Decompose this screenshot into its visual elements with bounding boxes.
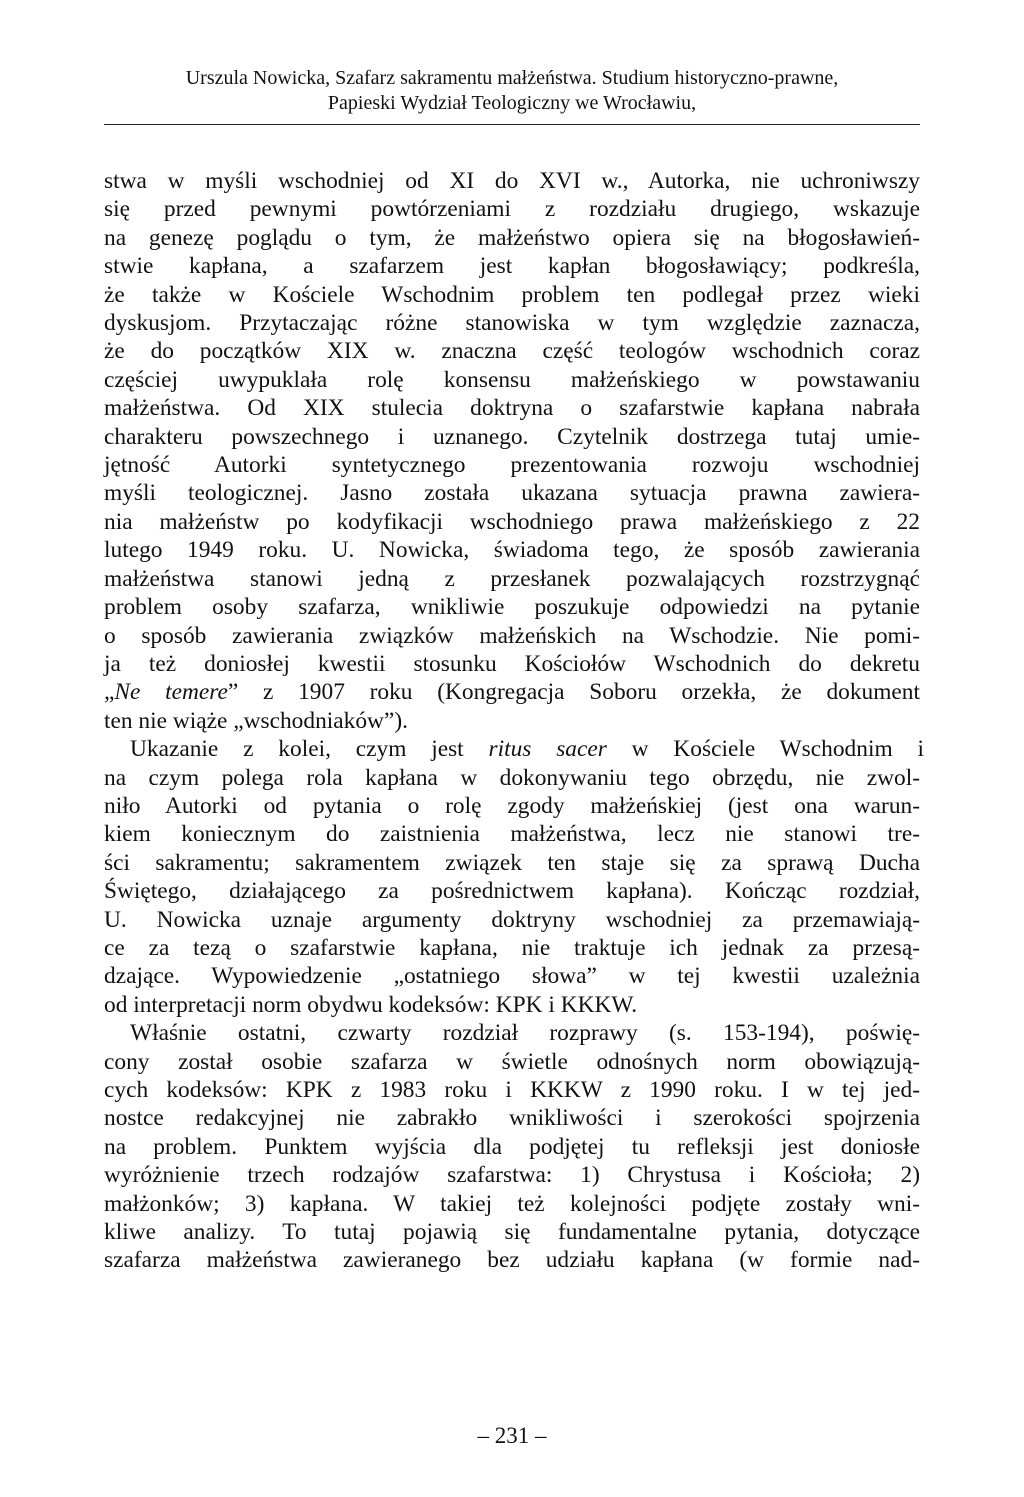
text-line: o sposób zawierania związków małżeńskich na Wschodzie. Nie pomi- bbox=[104, 622, 920, 649]
paragraph-2 bbox=[104, 735, 924, 1019]
text-line: nostce redakcyjnej nie zabrakło wnikliwości i szerokości spojrzenia bbox=[104, 1105, 920, 1132]
text-line: wyróżnienie trzech rodzajów szafarstwa: 1) Chrystusa i Kościoła; 2) bbox=[104, 1162, 920, 1189]
text-line: ja też doniosłej kwestii stosunku Kościołów Wschodnich do dekretu bbox=[104, 650, 920, 677]
text-line: ści sakramentu; sakramentem związek ten staje się za sprawą Ducha bbox=[104, 849, 920, 876]
paragraph-3 bbox=[104, 1019, 920, 1275]
text-line: na czym polega rola kapłana w dokonywaniu tego obrzędu, nie zwol- bbox=[104, 764, 920, 791]
text-line: myśli teologicznej. Jasno została ukazana sytuacja prawna zawiera- bbox=[104, 480, 920, 507]
text-line: się przed pewnymi powtórzeniami z rozdziału drugiego, wskazuje bbox=[104, 196, 920, 223]
text-line: kiem koniecznym do zaistnienia małżeństwa, lecz nie stanowi tre- bbox=[104, 821, 920, 848]
text-line: na problem. Punktem wyjścia dla podjętej tu refleksji jest doniosłe bbox=[104, 1133, 920, 1160]
text-line: jętność Autorki syntetycznego prezentowania rozwoju wschodniej bbox=[104, 452, 920, 479]
text-line: Świętego, działającego za pośrednictwem kapłana). Kończąc rozdział, bbox=[104, 878, 920, 905]
text-line: lutego 1949 roku. U. Nowicka, świadoma tego, że sposób zawierania bbox=[104, 537, 920, 564]
italic-term: Ne temere bbox=[114, 679, 228, 706]
text-line: małżeństwa stanowi jedną z przesłanek pozwalających rozstrzygnąć bbox=[104, 565, 920, 592]
text-line: niło Autorki od pytania o rolę zgody małżeńskiej (jest ona warun- bbox=[104, 792, 920, 819]
text-line: kliwe analizy. To tutaj pojawią się fundamentalne pytania, dotyczące bbox=[104, 1219, 920, 1246]
text-line: dyskusjom. Przytaczając różne stanowiska w tym względzie zaznacza, bbox=[104, 310, 920, 337]
text-line: ce za tezą o szafarstwie kapłana, nie traktuje ich jednak za przesą- bbox=[104, 934, 920, 961]
text-line: małżeństwa. Od XIX stulecia doktryna o szafarstwie kapłana nabrała bbox=[104, 395, 920, 422]
text-line: że także w Kościele Wschodnim problem ten podlegał przez wieki bbox=[104, 281, 920, 308]
body-text bbox=[104, 167, 924, 1275]
text-line: na genezę poglądu o tym, że małżeństwo opiera się na błogosławień- bbox=[104, 224, 920, 251]
text-line: „Ne temere” z 1907 roku (Kongregacja Soboru orzekła, że dokument bbox=[104, 679, 921, 706]
text-line: cych kodeksów: KPK z 1983 roku i KKKW z 1990 roku. I w tej jed- bbox=[104, 1077, 920, 1103]
text-line: szafarza małżeństwa zawieranego bez udziału kapłana (w formie nad- bbox=[104, 1247, 920, 1274]
text-line: nia małżeństw po kodyfikacji wschodniego prawa małżeńskiego z 22 bbox=[104, 508, 920, 535]
italic-term: ritus sacer bbox=[488, 736, 607, 763]
text-line: Ukazanie z kolei, czym jest ritus sacer w Kościele Wschodnim i bbox=[130, 736, 924, 763]
text-line: problem osoby szafarza, wnikliwie poszukuje odpowiedzi na pytanie bbox=[104, 594, 920, 621]
running-header-line-2: Papieski Wydział Teologiczny we Wrocławiu, bbox=[327, 92, 697, 114]
running-header bbox=[104, 66, 920, 116]
header-rule bbox=[104, 124, 920, 125]
text-line: U. Nowicka uznaje argumenty doktryny wschodniej za przemawiają- bbox=[104, 906, 920, 933]
text-line: małżonków; 3) kapłana. W takiej też kolejności podjęte zostały wni- bbox=[104, 1190, 920, 1217]
running-header-line-1: Urszula Nowicka, Szafarz sakramentu małżeństwa. Studium historyczno-prawne, bbox=[185, 67, 839, 89]
text-line: charakteru powszechnego i uznanego. Czytelnik dostrzega tutaj umie- bbox=[104, 423, 920, 450]
text-line: ten nie wiąże „wschodniaków”). bbox=[104, 707, 408, 734]
text-line: stwie kapłana, a szafarzem jest kapłan błogosławiący; podkreśla, bbox=[104, 253, 920, 280]
text-line: od interpretacji norm obydwu kodeksów: KPK i KKKW. bbox=[104, 991, 638, 1018]
page-number: – 231 – bbox=[477, 1423, 547, 1448]
text-line: Właśnie ostatni, czwarty rozdział rozprawy (s. 153-194), poświę- bbox=[130, 1020, 920, 1047]
text-line: cony został osobie szafarza w świetle odnośnych norm obowiązują- bbox=[104, 1048, 920, 1075]
text-line: dzające. Wypowiedzenie „ostatniego słowa” w tej kwestii uzależnia bbox=[104, 963, 920, 990]
paragraph-1 bbox=[104, 167, 920, 735]
text-line: że do początków XIX w. znaczna część teologów wschodnich coraz bbox=[104, 338, 920, 365]
text-line: stwa w myśli wschodniej od XI do XVI w., Autorka, nie uchroniwszy bbox=[104, 168, 920, 194]
text-line: częściej uwypuklała rolę konsensu małżeńskiego w powstawaniu bbox=[104, 366, 920, 393]
